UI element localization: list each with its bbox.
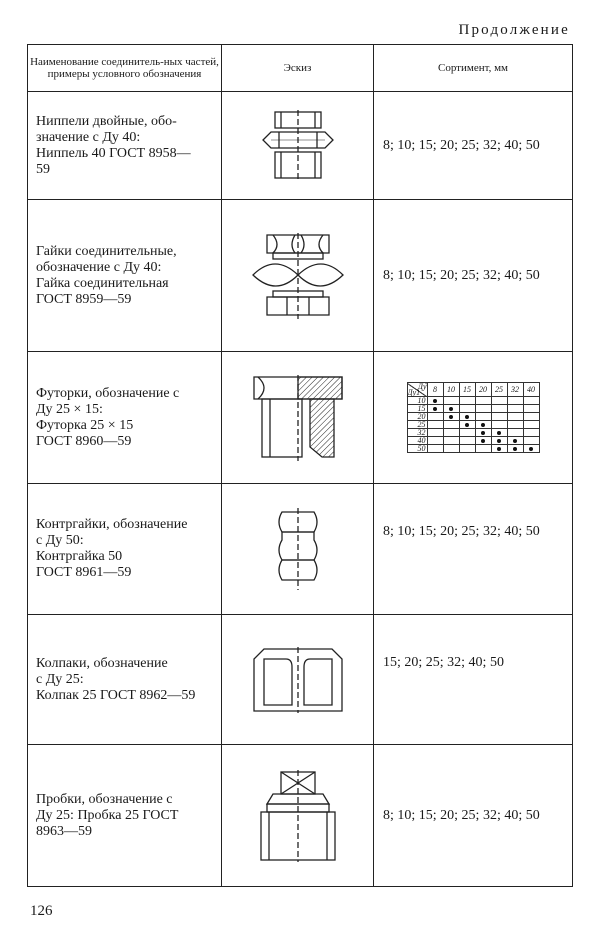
grid-dot: [497, 447, 501, 451]
grid-cell: [459, 421, 475, 429]
grid-column-label: 15: [459, 383, 475, 397]
grid-cell: [523, 413, 539, 421]
grid-cell: [523, 405, 539, 413]
grid-column-label: 32: [507, 383, 523, 397]
grid-cell: [491, 405, 507, 413]
row-name-line: Футорки, обозначение с: [36, 385, 180, 401]
bushing-sketch-icon: [248, 373, 348, 463]
grid-column-label: 20: [475, 383, 491, 397]
grid-row-label: 40: [407, 437, 427, 445]
grid-cell: [507, 421, 523, 429]
grid-cell: [427, 421, 443, 429]
grid-cell: [507, 413, 523, 421]
row-sketch-cell: [222, 352, 374, 484]
grid-cell: [459, 437, 475, 445]
grid-dot: [481, 431, 485, 435]
grid-cell: [507, 437, 523, 445]
row-assortment-grid-cell: [374, 352, 573, 484]
row-name-line: Ниппели двойные, обо-: [36, 113, 177, 129]
grid-dot: [433, 407, 437, 411]
grid-cell: [459, 413, 475, 421]
grid-column-label: 10: [443, 383, 459, 397]
grid-cell: [491, 445, 507, 453]
grid-row-label: 15: [407, 405, 427, 413]
grid-cell: [523, 437, 539, 445]
grid-cell: [443, 445, 459, 453]
grid-cell: [491, 413, 507, 421]
grid-cell: [523, 421, 539, 429]
row-sketch-cell: [222, 615, 374, 745]
grid-cell: [459, 405, 475, 413]
grid-cell: [475, 413, 491, 421]
row-assortment: 8; 10; 15; 20; 25; 32; 40; 50: [374, 745, 573, 887]
grid-row-label: 25: [407, 421, 427, 429]
grid-dot: [481, 423, 485, 427]
page-number: 126: [30, 903, 53, 919]
row-name-line: Колпак 25 ГОСТ 8962—59: [36, 687, 196, 703]
grid-column-label: 8: [427, 383, 443, 397]
header-name: Наименование соединитель-ных частей, примеры условного обозначения: [28, 45, 222, 92]
grid-cell: [491, 397, 507, 405]
grid-dot: [449, 415, 453, 419]
grid-row-label: 32: [407, 429, 427, 437]
row-name-line: 8963—59: [36, 823, 92, 839]
row-name-cell: [28, 92, 222, 200]
grid-cell: [459, 445, 475, 453]
grid-row-label: 50: [407, 445, 427, 453]
grid-cell: [443, 413, 459, 421]
row-name-line: обозначение с Ду 40:: [36, 259, 162, 275]
grid-cell: [427, 413, 443, 421]
grid-cell: [427, 429, 443, 437]
grid-dot: [497, 431, 501, 435]
grid-cell: [491, 421, 507, 429]
grid-dot: [513, 447, 517, 451]
grid-cell: [523, 429, 539, 437]
header-assortment: Сортимент, мм: [374, 45, 573, 92]
row-name-line: ГОСТ 8959—59: [36, 291, 132, 307]
grid-dot: [513, 439, 517, 443]
row-name-line: Ниппель 40 ГОСТ 8958—: [36, 145, 191, 161]
row-name-line: с Ду 25:: [36, 671, 84, 687]
row-sketch-cell: [222, 200, 374, 352]
grid-cell: [475, 437, 491, 445]
fittings-table: [27, 44, 573, 887]
table-header-row: [28, 45, 573, 92]
table-row: [28, 92, 573, 200]
grid-dot: [529, 447, 533, 451]
row-sketch-cell: [222, 92, 374, 200]
row-name-line: Контргайка 50: [36, 549, 123, 564]
cap-sketch-icon: [248, 645, 348, 715]
grid-column-label: 25: [491, 383, 507, 397]
row-name-line: ГОСТ 8961—59: [36, 565, 132, 580]
row-assortment: 8; 10; 15; 20; 25; 32; 40; 50: [374, 92, 573, 200]
table-row: [28, 615, 573, 745]
row-name-line: ГОСТ 8960—59: [36, 433, 132, 449]
grid-cell: [491, 429, 507, 437]
grid-cell: [507, 405, 523, 413]
assortment-grid: [407, 382, 540, 453]
row-name-line: Гайка соединительная: [36, 275, 169, 291]
row-name-line: Ду 25 × 15:: [36, 401, 103, 417]
grid-corner: Ду1 Ду: [407, 382, 427, 397]
row-name-line: Контргайки, обозначение: [36, 517, 188, 532]
grid-cell: [475, 397, 491, 405]
row-name-line: Пробки, обозначение с: [36, 791, 173, 807]
grid-cell: [507, 429, 523, 437]
grid-cell: [443, 421, 459, 429]
grid-row-label: 20: [407, 413, 427, 421]
grid-dot: [481, 439, 485, 443]
table-row: [28, 200, 573, 352]
grid-row-label: 10: [407, 397, 427, 405]
row-name-line: Колпаки, обозначение: [36, 655, 168, 671]
grid-cell: [459, 429, 475, 437]
row-assortment: 8; 10; 15; 20; 25; 32; 40; 50: [374, 200, 573, 352]
grid-cell: [443, 405, 459, 413]
grid-column-label: 40: [523, 383, 539, 397]
row-name-cell: [28, 615, 222, 745]
row-name-line: с Ду 50:: [36, 533, 84, 548]
grid-dot: [433, 399, 437, 403]
header-sketch: Эскиз: [222, 45, 374, 92]
grid-cell: [523, 397, 539, 405]
grid-cell: [427, 437, 443, 445]
double-nipple-sketch-icon: [253, 106, 343, 186]
grid-dot: [465, 415, 469, 419]
grid-dot: [449, 407, 453, 411]
row-name-line: Ду 25: Пробка 25 ГОСТ: [36, 807, 179, 823]
row-name-cell: [28, 352, 222, 484]
grid-cell: [475, 445, 491, 453]
row-sketch-cell: [222, 484, 374, 615]
grid-cell: [427, 445, 443, 453]
grid-cell: [475, 421, 491, 429]
grid-cell: [459, 397, 475, 405]
row-name-cell: [28, 200, 222, 352]
row-assortment: 15; 20; 25; 32; 40; 50: [374, 615, 573, 745]
row-sketch-cell: [222, 745, 374, 887]
table-row: [28, 745, 573, 887]
continuation-label: Продолжение: [458, 22, 570, 38]
grid-cell: [443, 429, 459, 437]
grid-cell: [475, 405, 491, 413]
table-row: [28, 352, 573, 484]
row-name-line: 59: [36, 161, 50, 177]
lock-nut-sketch-icon: [268, 504, 328, 594]
table-row: [28, 484, 573, 615]
grid-cell: [475, 429, 491, 437]
row-name-cell: [28, 484, 222, 615]
grid-cell: [443, 437, 459, 445]
grid-cell: [523, 445, 539, 453]
grid-cell: [491, 437, 507, 445]
row-name-line: Гайки соединительные,: [36, 243, 177, 259]
grid-dot: [465, 423, 469, 427]
grid-cell: [427, 405, 443, 413]
grid-dot: [497, 439, 501, 443]
row-name-line: Футорка 25 × 15: [36, 417, 134, 433]
row-name-line: значение с Ду 40:: [36, 129, 141, 145]
grid-cell: [443, 397, 459, 405]
grid-cell: [427, 397, 443, 405]
grid-cell: [507, 445, 523, 453]
row-assortment: 8; 10; 15; 20; 25; 32; 40; 50: [374, 484, 573, 615]
grid-cell: [507, 397, 523, 405]
row-name-cell: [28, 745, 222, 887]
union-nut-sketch-icon: [243, 231, 353, 321]
plug-sketch-icon: [253, 768, 343, 864]
